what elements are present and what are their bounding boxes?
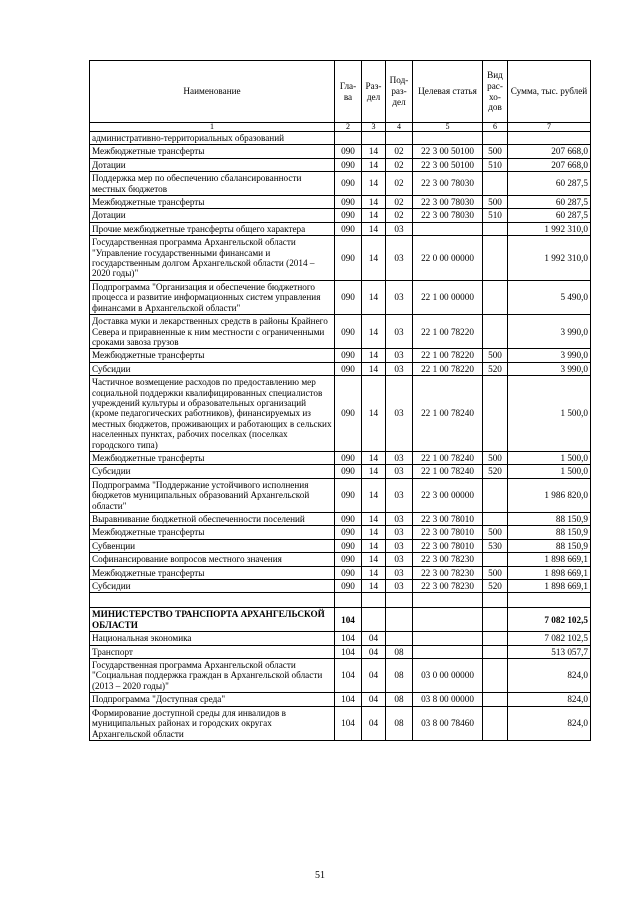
cell-sum: 7 082 102,5 <box>508 632 591 645</box>
table-row <box>90 280 591 314</box>
table-row <box>90 362 591 375</box>
cell-name: Дотации <box>90 209 335 222</box>
cell-empty <box>483 593 508 608</box>
cell-chapter: 090 <box>335 196 362 209</box>
cell-sum: 1 500,0 <box>508 465 591 478</box>
cell-expense-type: 500 <box>483 145 508 158</box>
cell-sum: 60 287,5 <box>508 172 591 196</box>
cell-sum: 60 287,5 <box>508 209 591 222</box>
cell-target-article: 22 1 00 78220 <box>413 315 483 349</box>
column-number: 3 <box>362 123 386 132</box>
cell-target-article: 22 3 00 50100 <box>413 158 483 171</box>
cell-name: Межбюджетные трансферты <box>90 145 335 158</box>
cell-name: Национальная экономика <box>90 632 335 645</box>
cell-sum: 513 057,7 <box>508 645 591 658</box>
table-row <box>90 526 591 539</box>
cell-section: 14 <box>362 280 386 314</box>
table-row <box>90 706 591 740</box>
column-number: 7 <box>508 123 591 132</box>
cell-expense-type <box>483 553 508 566</box>
cell-subsection: 03 <box>386 553 413 566</box>
cell-sum: 207 668,0 <box>508 158 591 171</box>
cell-sum <box>508 132 591 145</box>
cell-target-article: 22 3 00 00000 <box>413 478 483 512</box>
cell-chapter: 090 <box>335 349 362 362</box>
cell-expense-type: 500 <box>483 196 508 209</box>
table-header-row <box>90 61 591 123</box>
cell-subsection: 03 <box>386 451 413 464</box>
column-number: 5 <box>413 123 483 132</box>
cell-chapter: 090 <box>335 513 362 526</box>
table-row <box>90 222 591 235</box>
cell-expense-type: 500 <box>483 349 508 362</box>
cell-target-article: 22 3 00 78010 <box>413 526 483 539</box>
cell-expense-type <box>483 632 508 645</box>
cell-name: Государственная программа Архангельской области "Социальная поддержка граждан в Архангельской области (2013 – 2020 годы)" <box>90 659 335 693</box>
cell-empty <box>508 593 591 608</box>
cell-chapter: 104 <box>335 645 362 658</box>
column-number: 2 <box>335 123 362 132</box>
cell-sum: 1 500,0 <box>508 451 591 464</box>
cell-subsection: 03 <box>386 539 413 552</box>
cell-expense-type: 500 <box>483 451 508 464</box>
cell-name: Выравнивание бюджетной обеспеченности поселений <box>90 513 335 526</box>
cell-name: Формирование доступной среды для инвалидов в муниципальных районах и городских округах Архангельской области <box>90 706 335 740</box>
cell-target-article: 03 0 00 00000 <box>413 659 483 693</box>
cell-name: Частичное возмещение расходов по предоставлению мер социальной поддержки квалифицированных специалистов учреждений культуры и образовательных организаций (кроме педагогических работников), финансируемых из местных бюджетов, проживающих и работающих в сельских населенных пунктах, рабочих поселках (поселках городского типа) <box>90 376 335 452</box>
cell-chapter: 090 <box>335 209 362 222</box>
table-row <box>90 566 591 579</box>
cell-subsection: 03 <box>386 222 413 235</box>
table-spacer-row <box>90 593 591 608</box>
cell-sum: 3 990,0 <box>508 349 591 362</box>
cell-subsection: 03 <box>386 580 413 593</box>
cell-target-article: 22 1 00 78240 <box>413 451 483 464</box>
table-row <box>90 465 591 478</box>
cell-name: Межбюджетные трансферты <box>90 196 335 209</box>
cell-chapter: 090 <box>335 465 362 478</box>
cell-name: Транспорт <box>90 645 335 658</box>
header-sum: Сумма, тыс. рублей <box>508 61 591 123</box>
header-name: Наименование <box>90 61 335 123</box>
cell-expense-type <box>483 222 508 235</box>
cell-subsection <box>386 608 413 632</box>
table-row <box>90 478 591 512</box>
cell-empty <box>413 593 483 608</box>
page-number: 51 <box>315 870 325 881</box>
cell-chapter: 090 <box>335 539 362 552</box>
cell-chapter: 090 <box>335 145 362 158</box>
cell-expense-type <box>483 706 508 740</box>
cell-expense-type <box>483 280 508 314</box>
cell-sum: 60 287,5 <box>508 196 591 209</box>
cell-chapter: 090 <box>335 158 362 171</box>
column-number: 1 <box>90 123 335 132</box>
cell-target-article <box>413 608 483 632</box>
cell-sum: 3 990,0 <box>508 315 591 349</box>
cell-expense-type <box>483 693 508 706</box>
cell-chapter: 090 <box>335 222 362 235</box>
cell-sum: 824,0 <box>508 693 591 706</box>
cell-subsection: 03 <box>386 236 413 281</box>
cell-subsection: 02 <box>386 172 413 196</box>
cell-sum: 1 898 669,1 <box>508 580 591 593</box>
cell-target-article: 22 0 00 00000 <box>413 236 483 281</box>
cell-subsection: 02 <box>386 145 413 158</box>
cell-section: 14 <box>362 566 386 579</box>
table-row <box>90 659 591 693</box>
cell-target-article: 22 3 00 78010 <box>413 539 483 552</box>
cell-section <box>362 132 386 145</box>
cell-expense-type <box>483 172 508 196</box>
cell-target-article: 22 1 00 78220 <box>413 362 483 375</box>
cell-subsection: 03 <box>386 478 413 512</box>
cell-expense-type <box>483 659 508 693</box>
cell-chapter: 090 <box>335 362 362 375</box>
header-chapter: Гла-ва <box>335 61 362 123</box>
cell-sum: 1 992 310,0 <box>508 222 591 235</box>
table-row <box>90 553 591 566</box>
table-row <box>90 451 591 464</box>
cell-name: Субсидии <box>90 465 335 478</box>
cell-expense-type <box>483 315 508 349</box>
cell-subsection: 03 <box>386 280 413 314</box>
cell-section: 14 <box>362 209 386 222</box>
table-row <box>90 693 591 706</box>
cell-name: Субсидии <box>90 580 335 593</box>
cell-expense-type: 520 <box>483 362 508 375</box>
cell-section: 14 <box>362 236 386 281</box>
cell-subsection: 08 <box>386 706 413 740</box>
cell-name: Софинансирование вопросов местного значения <box>90 553 335 566</box>
cell-sum: 88 150,9 <box>508 526 591 539</box>
table-row <box>90 632 591 645</box>
cell-expense-type <box>483 376 508 452</box>
column-number: 4 <box>386 123 413 132</box>
cell-expense-type: 530 <box>483 539 508 552</box>
cell-expense-type: 510 <box>483 209 508 222</box>
cell-target-article: 03 8 00 00000 <box>413 693 483 706</box>
cell-chapter <box>335 132 362 145</box>
table-row <box>90 376 591 452</box>
table-row <box>90 608 591 632</box>
cell-chapter: 104 <box>335 706 362 740</box>
cell-empty <box>386 593 413 608</box>
cell-sum: 207 668,0 <box>508 145 591 158</box>
cell-subsection <box>386 132 413 145</box>
cell-subsection <box>386 632 413 645</box>
table-row <box>90 236 591 281</box>
cell-section: 14 <box>362 362 386 375</box>
cell-target-article <box>413 632 483 645</box>
cell-subsection: 03 <box>386 349 413 362</box>
cell-subsection: 03 <box>386 465 413 478</box>
cell-subsection: 03 <box>386 315 413 349</box>
table-row <box>90 349 591 362</box>
cell-sum: 824,0 <box>508 706 591 740</box>
cell-target-article: 22 3 00 78010 <box>413 513 483 526</box>
cell-subsection: 08 <box>386 693 413 706</box>
cell-chapter: 090 <box>335 451 362 464</box>
cell-name: Прочие межбюджетные трансферты общего характера <box>90 222 335 235</box>
cell-target-article <box>413 222 483 235</box>
cell-target-article: 22 3 00 78230 <box>413 580 483 593</box>
cell-expense-type: 500 <box>483 526 508 539</box>
cell-section <box>362 608 386 632</box>
cell-sum: 3 990,0 <box>508 362 591 375</box>
table-row <box>90 539 591 552</box>
cell-target-article: 22 3 00 78030 <box>413 172 483 196</box>
cell-section: 04 <box>362 645 386 658</box>
cell-section: 14 <box>362 172 386 196</box>
cell-name: Межбюджетные трансферты <box>90 349 335 362</box>
cell-chapter: 090 <box>335 526 362 539</box>
cell-name: Дотации <box>90 158 335 171</box>
cell-section: 04 <box>362 706 386 740</box>
cell-sum: 1 500,0 <box>508 376 591 452</box>
cell-expense-type: 510 <box>483 158 508 171</box>
cell-expense-type <box>483 478 508 512</box>
cell-subsection: 08 <box>386 659 413 693</box>
cell-sum: 7 082 102,5 <box>508 608 591 632</box>
header-section: Раз-дел <box>362 61 386 123</box>
cell-chapter: 090 <box>335 376 362 452</box>
cell-subsection: 03 <box>386 526 413 539</box>
cell-sum: 5 490,0 <box>508 280 591 314</box>
table-row <box>90 315 591 349</box>
cell-section: 14 <box>362 376 386 452</box>
cell-name: Межбюджетные трансферты <box>90 566 335 579</box>
cell-subsection: 02 <box>386 158 413 171</box>
cell-chapter: 104 <box>335 659 362 693</box>
cell-empty <box>335 593 362 608</box>
cell-chapter: 104 <box>335 632 362 645</box>
header-target-article: Целевая статья <box>413 61 483 123</box>
cell-target-article: 22 1 00 78220 <box>413 349 483 362</box>
cell-section: 14 <box>362 580 386 593</box>
cell-name: Подпрограмма "Доступная среда" <box>90 693 335 706</box>
table-row <box>90 132 591 145</box>
table-row <box>90 580 591 593</box>
cell-expense-type <box>483 513 508 526</box>
cell-section: 14 <box>362 222 386 235</box>
table-row <box>90 196 591 209</box>
cell-empty <box>362 593 386 608</box>
cell-chapter: 104 <box>335 608 362 632</box>
cell-expense-type <box>483 132 508 145</box>
cell-subsection: 02 <box>386 209 413 222</box>
cell-chapter: 104 <box>335 693 362 706</box>
cell-chapter: 090 <box>335 172 362 196</box>
cell-empty <box>90 593 335 608</box>
table-body <box>90 132 591 741</box>
cell-subsection: 03 <box>386 513 413 526</box>
table-row <box>90 645 591 658</box>
cell-name: Поддержка мер по обеспечению сбалансированности местных бюджетов <box>90 172 335 196</box>
cell-chapter: 090 <box>335 566 362 579</box>
cell-name: Межбюджетные трансферты <box>90 526 335 539</box>
cell-expense-type: 520 <box>483 465 508 478</box>
cell-name: Субвенции <box>90 539 335 552</box>
cell-section: 14 <box>362 513 386 526</box>
cell-target-article: 22 3 00 78030 <box>413 196 483 209</box>
table-row <box>90 209 591 222</box>
header-subsection: Под-раз-дел <box>386 61 413 123</box>
cell-target-article: 22 1 00 78240 <box>413 376 483 452</box>
cell-target-article: 22 3 00 78230 <box>413 553 483 566</box>
cell-expense-type <box>483 236 508 281</box>
cell-name: Подпрограмма "Поддержание устойчивого исполнения бюджетов муниципальных образований Архангельской области" <box>90 478 335 512</box>
table-row <box>90 145 591 158</box>
cell-expense-type: 500 <box>483 566 508 579</box>
cell-section: 14 <box>362 158 386 171</box>
cell-name: Субсидии <box>90 362 335 375</box>
cell-chapter: 090 <box>335 315 362 349</box>
cell-name: Межбюджетные трансферты <box>90 451 335 464</box>
cell-chapter: 090 <box>335 553 362 566</box>
cell-section: 04 <box>362 632 386 645</box>
cell-section: 14 <box>362 465 386 478</box>
cell-subsection: 08 <box>386 645 413 658</box>
cell-sum: 1 986 820,0 <box>508 478 591 512</box>
cell-sum: 824,0 <box>508 659 591 693</box>
cell-section: 14 <box>362 478 386 512</box>
cell-target-article: 03 8 00 78460 <box>413 706 483 740</box>
cell-name: Государственная программа Архангельской области "Управление государственными финансами и государственным долгом Архангельской области (2014 – 2020 годы)" <box>90 236 335 281</box>
cell-sum: 88 150,9 <box>508 513 591 526</box>
cell-target-article: 22 3 00 78030 <box>413 209 483 222</box>
cell-chapter: 090 <box>335 580 362 593</box>
cell-section: 14 <box>362 526 386 539</box>
cell-target-article: 22 1 00 78240 <box>413 465 483 478</box>
cell-name: Доставка муки и лекарственных средств в районы Крайнего Севера и приравненные к ним местности с ограниченными сроками завоза грузов <box>90 315 335 349</box>
cell-sum: 1 992 310,0 <box>508 236 591 281</box>
cell-sum: 1 898 669,1 <box>508 553 591 566</box>
header-expense-type: Вид рас-хо-дов <box>483 61 508 123</box>
table-row <box>90 513 591 526</box>
cell-subsection: 02 <box>386 196 413 209</box>
budget-table <box>89 60 591 741</box>
cell-section: 14 <box>362 451 386 464</box>
cell-section: 14 <box>362 349 386 362</box>
cell-subsection: 03 <box>386 566 413 579</box>
cell-expense-type: 520 <box>483 580 508 593</box>
cell-section: 14 <box>362 145 386 158</box>
cell-subsection: 03 <box>386 376 413 452</box>
cell-target-article: 22 3 00 50100 <box>413 145 483 158</box>
cell-chapter: 090 <box>335 478 362 512</box>
cell-section: 14 <box>362 196 386 209</box>
cell-section: 04 <box>362 693 386 706</box>
table-row <box>90 158 591 171</box>
cell-name: Подпрограмма "Организация и обеспечение бюджетного процесса и развитие информационных систем управления финансами в Архангельской области" <box>90 280 335 314</box>
column-number-row <box>90 123 591 132</box>
cell-target-article <box>413 132 483 145</box>
cell-section: 04 <box>362 659 386 693</box>
cell-sum: 88 150,9 <box>508 539 591 552</box>
cell-name: административно-территориальных образований <box>90 132 335 145</box>
cell-sum: 1 898 669,1 <box>508 566 591 579</box>
cell-target-article: 22 3 00 78230 <box>413 566 483 579</box>
cell-target-article: 22 1 00 00000 <box>413 280 483 314</box>
cell-subsection: 03 <box>386 362 413 375</box>
cell-expense-type <box>483 645 508 658</box>
cell-section: 14 <box>362 315 386 349</box>
cell-target-article <box>413 645 483 658</box>
cell-section: 14 <box>362 553 386 566</box>
cell-chapter: 090 <box>335 280 362 314</box>
cell-chapter: 090 <box>335 236 362 281</box>
table-row <box>90 172 591 196</box>
cell-name: МИНИСТЕРСТВО ТРАНСПОРТА АРХАНГЕЛЬСКОЙ ОБЛАСТИ <box>90 608 335 632</box>
column-number: 6 <box>483 123 508 132</box>
cell-expense-type <box>483 608 508 632</box>
cell-section: 14 <box>362 539 386 552</box>
